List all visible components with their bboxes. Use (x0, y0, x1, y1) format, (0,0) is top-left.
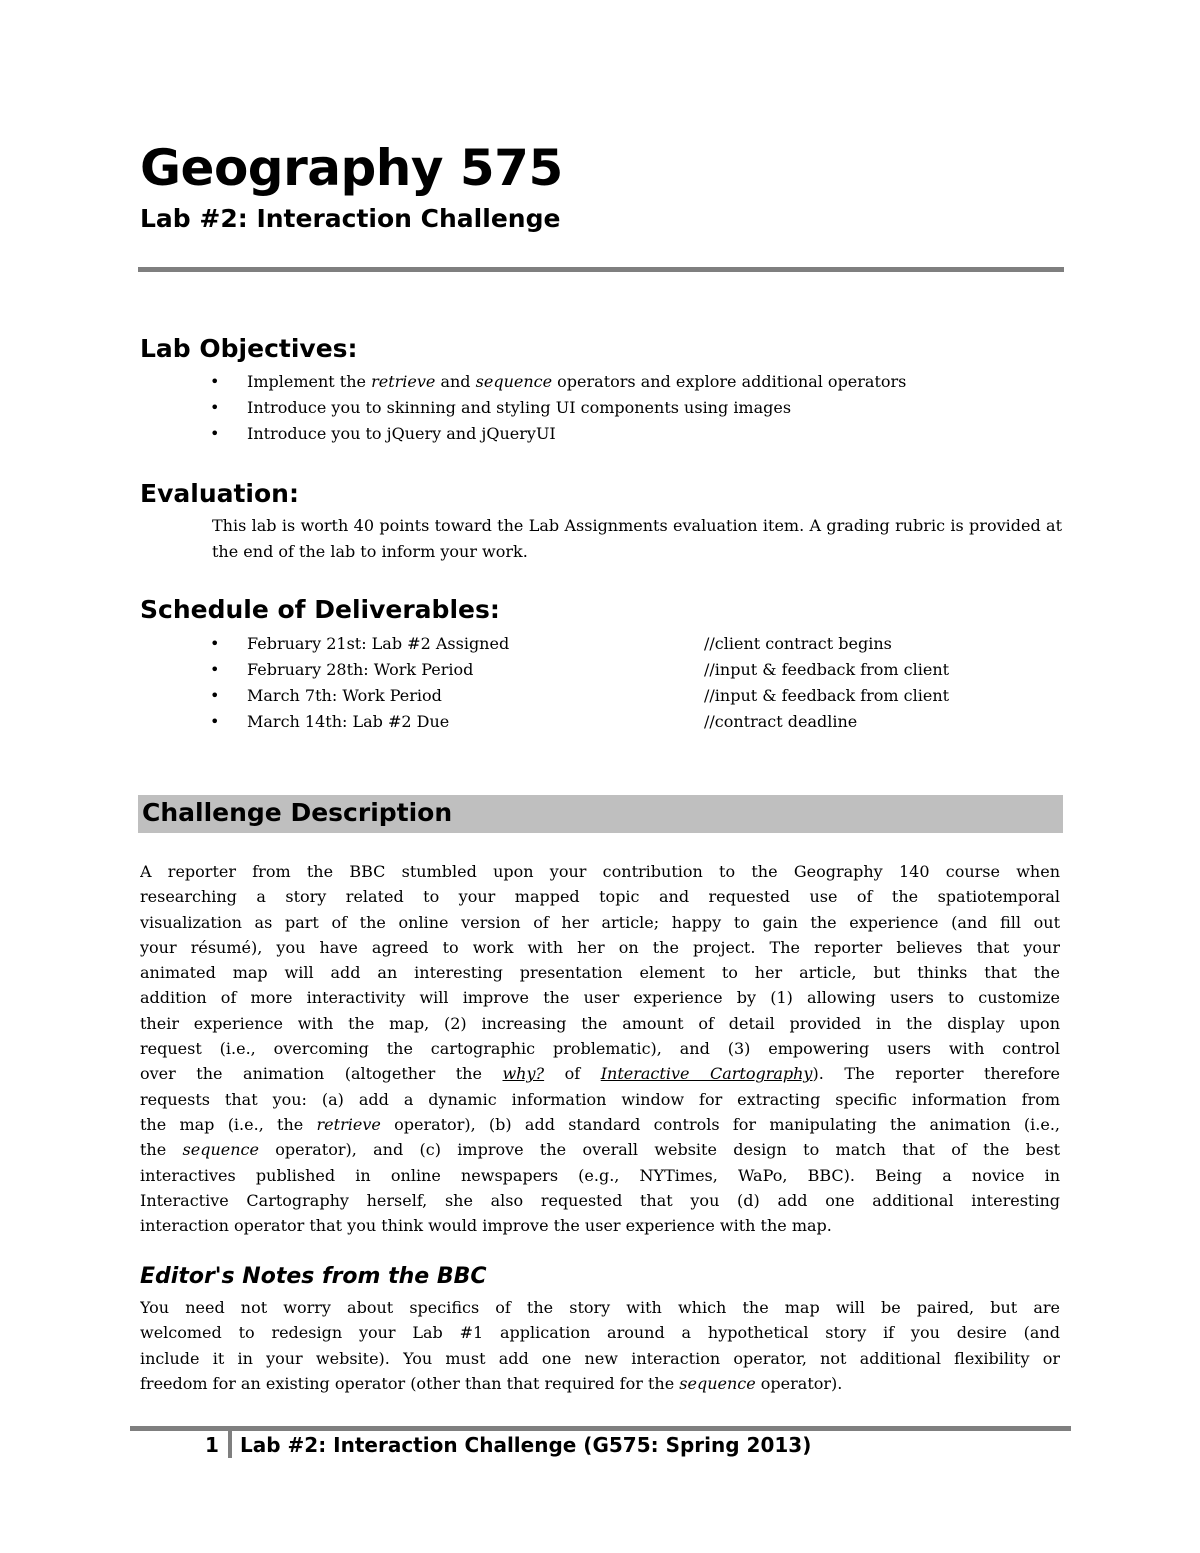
schedule-item-comment: //input & feedback from client (704, 686, 950, 705)
challenge-paragraph (140, 859, 1060, 1238)
list-item (210, 369, 1070, 395)
line-text: over the animation (altogether the (140, 1064, 503, 1084)
footer-text: Lab #2: Interaction Challenge (G575: Spring 2013) (240, 1433, 812, 1457)
bullet-icon: • (210, 372, 220, 391)
evaluation-text: This lab is worth 40 points toward the Lab Assignments evaluation item. A grading rubric is provided at the end of the lab to inform your work. (212, 516, 1062, 561)
paragraph-line: requests that you: (a) add a dynamic information window for extracting specific information from (140, 1089, 1060, 1109)
schedule-item-date: February 28th: Work Period (247, 660, 474, 679)
objective-text: Implement the (247, 372, 372, 391)
footer-divider (130, 1426, 1071, 1431)
paragraph-line: interactives published in online newspapers (e.g., NYTimes, WaPo, BBC). Being a novice in (140, 1165, 1060, 1185)
paragraph-line: interaction operator that you think would improve the user experience with the map. (140, 1216, 832, 1236)
paragraph-line: animated map will add an interesting presentation element to her article, but thinks that the (140, 963, 1060, 983)
paragraph-line: researching a story related to your mapped topic and requested use of the spatiotemporal (140, 887, 1060, 907)
line-text: operator), (b) add standard controls for manipulating the animation (i.e., (380, 1114, 1060, 1134)
line-text: of (544, 1064, 601, 1084)
objective-text: Introduce you to skinning and styling UI components using images (247, 398, 792, 417)
list-item (210, 421, 1070, 447)
bullet-icon: • (210, 712, 220, 731)
editor-notes-heading: Editor's Notes from the BBC (140, 1264, 487, 1289)
evaluation-heading: Evaluation: (140, 479, 299, 508)
paragraph-line: addition of more interactivity will improve the user experience by (1) allowing users to customize (140, 988, 1060, 1008)
challenge-heading: Challenge Description (142, 798, 453, 827)
objective-emphasis: retrieve (371, 372, 436, 391)
paragraph-line: their experience with the map, (2) increasing the amount of detail provided in the display upon (140, 1013, 1060, 1033)
paragraph-line: your résumé), you have agreed to work with her on the project. The reporter believes that your (140, 937, 1060, 957)
interactive-cartography-link[interactable]: Interactive Cartography (600, 1064, 813, 1084)
paragraph-line: You need not worry about specifics of the story with which the map will be paired, but are (140, 1298, 1060, 1317)
line-text: ). The reporter therefore (812, 1064, 1060, 1084)
why-link[interactable]: why? (502, 1064, 545, 1084)
objective-text: and (435, 372, 476, 391)
line-text: the (140, 1140, 183, 1160)
page-title: Geography 575 (140, 139, 563, 197)
schedule-item-date: March 7th: Work Period (247, 686, 442, 705)
schedule-heading: Schedule of Deliverables: (140, 595, 500, 624)
page-subtitle: Lab #2: Interaction Challenge (140, 204, 561, 233)
paragraph-line: include it in your website). You must add one new interaction operator, not additional flexibility or (140, 1348, 1060, 1368)
paragraph-line: A reporter from the BBC stumbled upon your contribution to the Geography 140 course when (140, 862, 1060, 881)
line-text: operator), and (c) improve the overall website design to match that of the best (258, 1140, 1060, 1160)
schedule-list (210, 631, 1070, 735)
header-divider (138, 267, 1064, 272)
paragraph-line: Interactive Cartography herself, she also requested that you (d) add one additional interesting (140, 1190, 1060, 1210)
list-item (210, 657, 1070, 683)
list-item (210, 709, 1070, 735)
schedule-item-comment: //input & feedback from client (704, 660, 950, 679)
bullet-icon: • (210, 686, 220, 705)
paragraph-line (140, 1137, 1060, 1162)
objective-text: Introduce you to jQuery and jQueryUI (247, 424, 556, 443)
editor-notes-paragraph (140, 1295, 1060, 1396)
line-text: the map (i.e., the (140, 1114, 317, 1134)
bullet-icon: • (210, 398, 220, 417)
paragraph-line (140, 1061, 1060, 1086)
bullet-icon: • (210, 660, 220, 679)
paragraph-line: request (i.e., overcoming the cartographic problematic), and (3) empowering users with control (140, 1039, 1060, 1059)
schedule-item-comment: //client contract begins (704, 634, 892, 653)
schedule-item-date: February 21st: Lab #2 Assigned (247, 634, 510, 653)
list-item (210, 683, 1070, 709)
schedule-item-date: March 14th: Lab #2 Due (247, 712, 450, 731)
paragraph-line (140, 1371, 1060, 1396)
paragraph-line: visualization as part of the online version of her article; happy to gain the experience (and fill out (140, 912, 1060, 932)
line-emphasis: sequence (182, 1140, 259, 1160)
objectives-heading: Lab Objectives: (140, 334, 358, 363)
page-number: 1 (205, 1433, 219, 1457)
schedule-item-comment: //contract deadline (704, 712, 858, 731)
line-text: freedom for an existing operator (other than that required for the (140, 1373, 680, 1393)
line-emphasis: sequence (679, 1373, 756, 1393)
list-item (210, 631, 1070, 657)
paragraph-line: welcomed to redesign your Lab #1 application around a hypothetical story if you desire (and (140, 1323, 1060, 1343)
objective-emphasis: sequence (475, 372, 553, 391)
paragraph-line (140, 1112, 1060, 1137)
line-text: operator). (755, 1373, 843, 1393)
footer-separator (228, 1431, 232, 1458)
bullet-icon: • (210, 634, 220, 653)
line-emphasis: retrieve (316, 1114, 381, 1134)
bullet-icon: • (210, 424, 220, 443)
objective-text: operators and explore additional operators (552, 372, 907, 391)
objectives-list (210, 369, 1070, 447)
list-item (210, 395, 1070, 421)
